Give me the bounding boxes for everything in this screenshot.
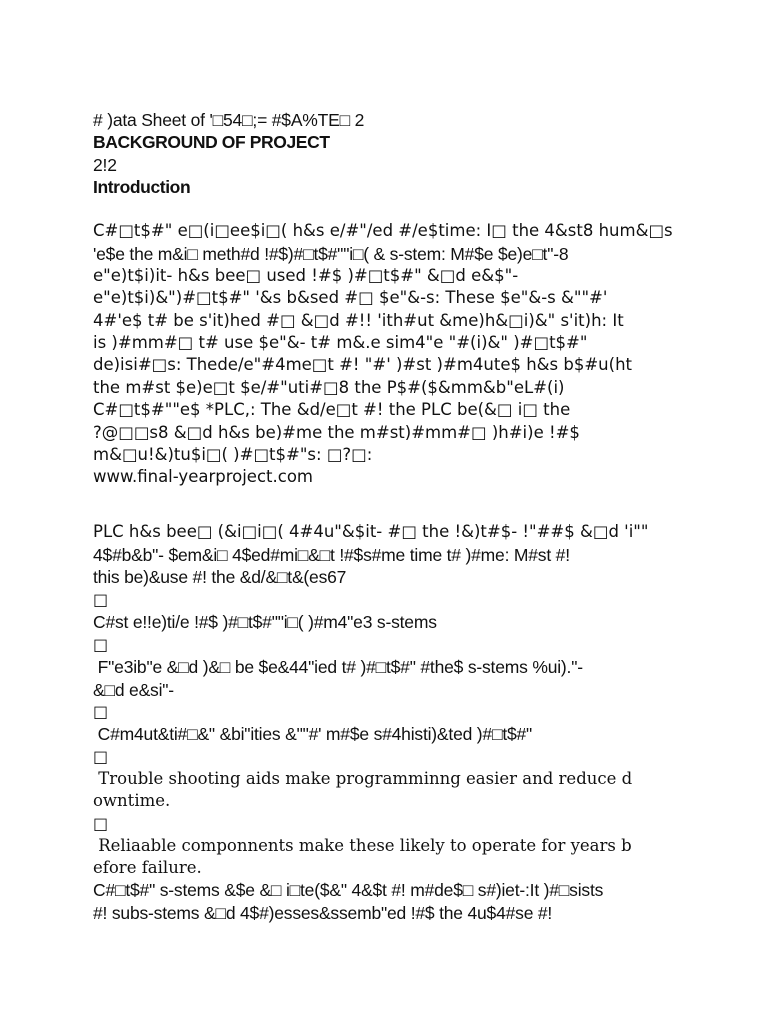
list-item: F"e3ib"e &□d )&□ be $e&44"ied t# )#□t$#" #the$ s-stems %ui)."- bbox=[93, 657, 583, 677]
bullet-marker: □ bbox=[93, 747, 109, 766]
list-item: Reliaable componnents make these likely to operate for years b bbox=[93, 836, 632, 855]
bullet-marker: □ bbox=[93, 590, 109, 609]
paragraph-line: e"e)t$i)it- h&s bee□ used !#$ )#□t$#" &□d e&$"- bbox=[93, 266, 519, 285]
paragraph-line: this be)&use #! the &d/&□t&(es67 bbox=[93, 567, 347, 587]
list-item-continuation: &□d e&si"- bbox=[93, 680, 174, 700]
source-url: www.final-yearproject.com bbox=[93, 467, 313, 486]
list-item-continuation: owntime. bbox=[93, 791, 171, 810]
bullet-marker: □ bbox=[93, 814, 109, 833]
paragraph-line: 4#'e$ t# be s'it)hed #□ &□d #!! 'ith#ut &me)h&□i)&" s'it)h: It bbox=[93, 311, 624, 330]
paragraph-line: 4$#b&b"- $em&i□ 4$ed#mi□&□t !#$s#me time t# )#me: M#st #! bbox=[93, 545, 570, 565]
list-item: C#st e!!e)ti/e !#$ )#□t$#""i□( )#m4"e3 s-stems bbox=[93, 612, 437, 632]
bullet-marker: □ bbox=[93, 702, 109, 721]
paragraph-line: e"e)t$i)&")#□t$#" '&s b&sed #□ $e"&-s: These $e"&-s &""#' bbox=[93, 288, 608, 307]
paragraph-line: PLC h&s bee□ (&i□i□( 4#4u"&$it- #□ the !&)t#$- !"##$ &□d 'i"" bbox=[93, 522, 649, 541]
paragraph-line: 'e$e the m&i□ meth#d !#$)#□t$#""i□( & s-stem: M#$e $e)e□t"-8 bbox=[93, 244, 569, 264]
paragraph-line: is )#mm#□ t# use $e"&- t# m&.e sim4"e "#(i)&" )#□t$#" bbox=[93, 333, 588, 352]
paragraph-line: C#□t$#""e$ *PLC,: The &d/e□t #! the PLC be(&□ i□ the bbox=[93, 400, 571, 419]
section-heading: BACKGROUND OF PROJECT bbox=[93, 132, 330, 152]
paragraph-line: #! subs-stems &□d 4$#)esses&ssemb"ed !#$ the 4u$4#se #! bbox=[93, 903, 553, 923]
bullet-marker: □ bbox=[93, 635, 109, 654]
list-item-continuation: efore failure. bbox=[93, 858, 202, 877]
list-item: C#m4ut&ti#□&" &bi"ities &""#' m#$e s#4histi)&ted )#□t$#" bbox=[93, 724, 533, 744]
section-number: 2!2 bbox=[93, 155, 117, 175]
paragraph-line: C#□t$#" e□(i□ee$i□( h&s e/#"/ed #/e$time: I□ the 4&st8 hum&□s bbox=[93, 221, 673, 240]
page-title: # )ata Sheet of '□54□;= #$A%TE□ 2 bbox=[93, 110, 365, 130]
paragraph-line: the m#st $e)e□t $e/#"uti#□8 the P$#($&mm&b"eL#(i) bbox=[93, 378, 565, 397]
paragraph-line: ?@□□s8 &□d h&s be)#me the m#st)#mm#□ )h#i)e !#$ bbox=[93, 423, 580, 442]
paragraph-line: C#□t$#" s-stems &$e &□ i□te($&" 4&$t #! m#de$□ s#)iet-:It )#□sists bbox=[93, 880, 604, 900]
paragraph-line: m&□u!&)tu$i□( )#□t$#"s: □?□: bbox=[93, 445, 373, 464]
subheading: Introduction bbox=[93, 177, 191, 197]
list-item: Trouble shooting aids make programminng easier and reduce d bbox=[93, 769, 633, 788]
paragraph-line: de)isi#□s: Thede/e"#4me□t #! "#' )#st )#m4ute$ h&s b$#u(ht bbox=[93, 355, 632, 374]
